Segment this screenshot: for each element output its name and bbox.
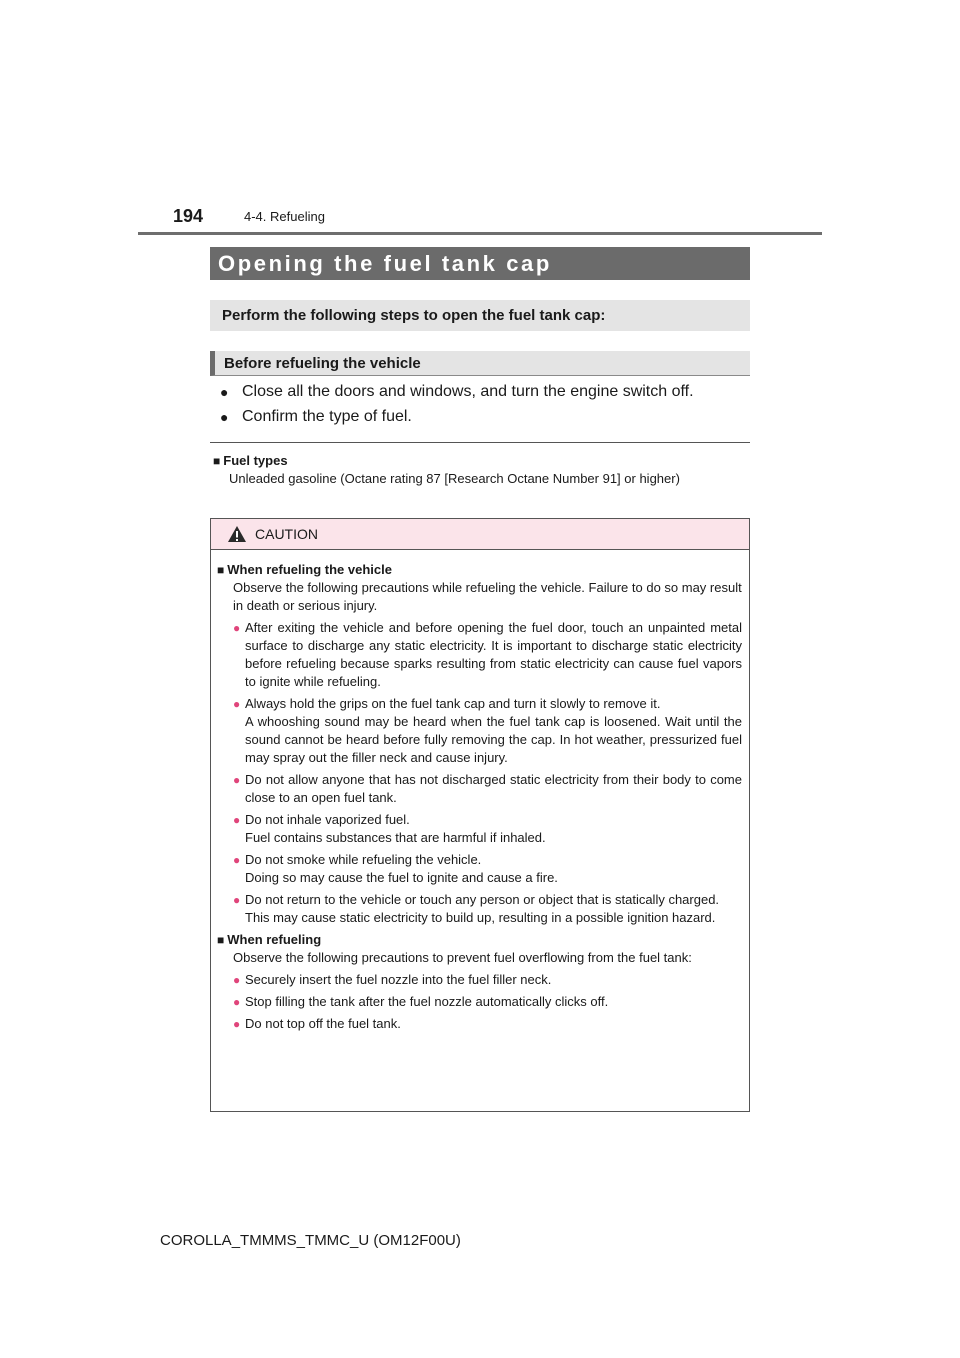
caution-item-text: After exiting the vehicle and before opening the fuel door, touch an unpainted metal surface to discharge any static electricity. It is important to discharge static electricity before refueling because sparks resulting from static electricity can cause fuel vapors to ignite while refueling. [245,620,742,689]
bullet-icon: ● [233,773,241,787]
caution-item [217,811,742,847]
bullet-icon: ● [233,813,241,827]
bullet-icon: ● [233,893,241,907]
caution-item [217,771,742,807]
caution-label: CAUTION [255,526,318,542]
note-heading [213,452,746,470]
bullet-icon: ● [233,853,241,867]
caution-item [217,695,742,767]
section-title: Opening the fuel tank cap [210,247,750,280]
caution-item [217,971,742,989]
caution-body [211,550,749,1033]
square-bullet-icon: ■ [217,563,225,577]
caution-item-text: Do not smoke while refueling the vehicle. Doing so may cause the fuel to ignite and cause a fire. [245,852,558,885]
caution-item-text: Do not allow anyone that has not discharged static electricity from their body to come close to an open fuel tank. [245,772,742,805]
caution-item [217,891,742,927]
step-item [220,382,694,402]
square-bullet-icon: ■ [213,454,221,468]
page-number: 194 [173,206,204,226]
caution-item [217,619,742,691]
caution-header [211,519,749,550]
caution-group-heading-text: When refueling [227,932,322,947]
bullet-icon: ● [233,697,241,711]
bullet-icon: ● [220,409,229,425]
bullet-icon: ● [233,995,241,1009]
header-rule [138,232,822,235]
caution-group-heading-text: When refueling the vehicle [227,562,392,577]
caution-box [210,518,750,1112]
bullet-icon: ● [233,621,241,635]
caution-group-heading [217,931,742,949]
step-text: Confirm the type of fuel. [242,408,412,425]
square-bullet-icon: ■ [217,933,225,947]
caution-item [217,993,742,1011]
intro-box: Perform the following steps to open the fuel tank cap: [210,300,750,331]
caution-item-text: Securely insert the fuel nozzle into the fuel filler neck. [245,972,552,987]
bullet-icon: ● [220,384,229,400]
fuel-types-note [213,452,746,488]
note-text: Unleaded gasoline (Octane rating 87 [Research Octane Number 91] or higher) [229,471,680,486]
caution-group-description: Observe the following precautions while refueling the vehicle. Failure to do so may result in death or serious injury. [233,580,742,613]
caution-item-text: Do not return to the vehicle or touch any person or object that is statically charged. This may cause static electricity to build up, resulting in a possible ignition hazard. [245,892,720,925]
step-item [220,407,412,427]
caution-item-text: Always hold the grips on the fuel tank cap and turn it slowly to remove it. A whooshing sound may be heard when the fuel tank cap is loosened. Wait until the sound cannot be heard before fully removing the cap. In hot weather, pressurized fuel may spray out the filler neck and cause injury. [245,696,742,765]
bullet-icon: ● [233,1017,241,1031]
caution-group-heading [217,561,742,579]
note-heading-text: Fuel types [223,453,288,468]
warning-triangle-icon [227,525,247,543]
caution-group-description: Observe the following precautions to prevent fuel overflowing from the fuel tank: [233,950,692,965]
caution-item-text: Do not inhale vaporized fuel. Fuel contains substances that are harmful if inhaled. [245,812,546,845]
breadcrumb: 4-4. Refueling [244,209,325,224]
caution-item-text: Stop filling the tank after the fuel nozzle automatically clicks off. [245,994,609,1009]
caution-item [217,1015,742,1033]
caution-group [217,931,742,1033]
bullet-icon: ● [233,973,241,987]
subsection-title: Before refueling the vehicle [210,351,750,376]
caution-item [217,851,742,887]
caution-group [217,561,742,927]
divider [210,442,750,443]
footer-model-code: COROLLA_TMMMS_TMMC_U (OM12F00U) [160,1232,461,1249]
step-text: Close all the doors and windows, and turn the engine switch off. [242,383,694,400]
caution-item-text: Do not top off the fuel tank. [245,1016,401,1031]
